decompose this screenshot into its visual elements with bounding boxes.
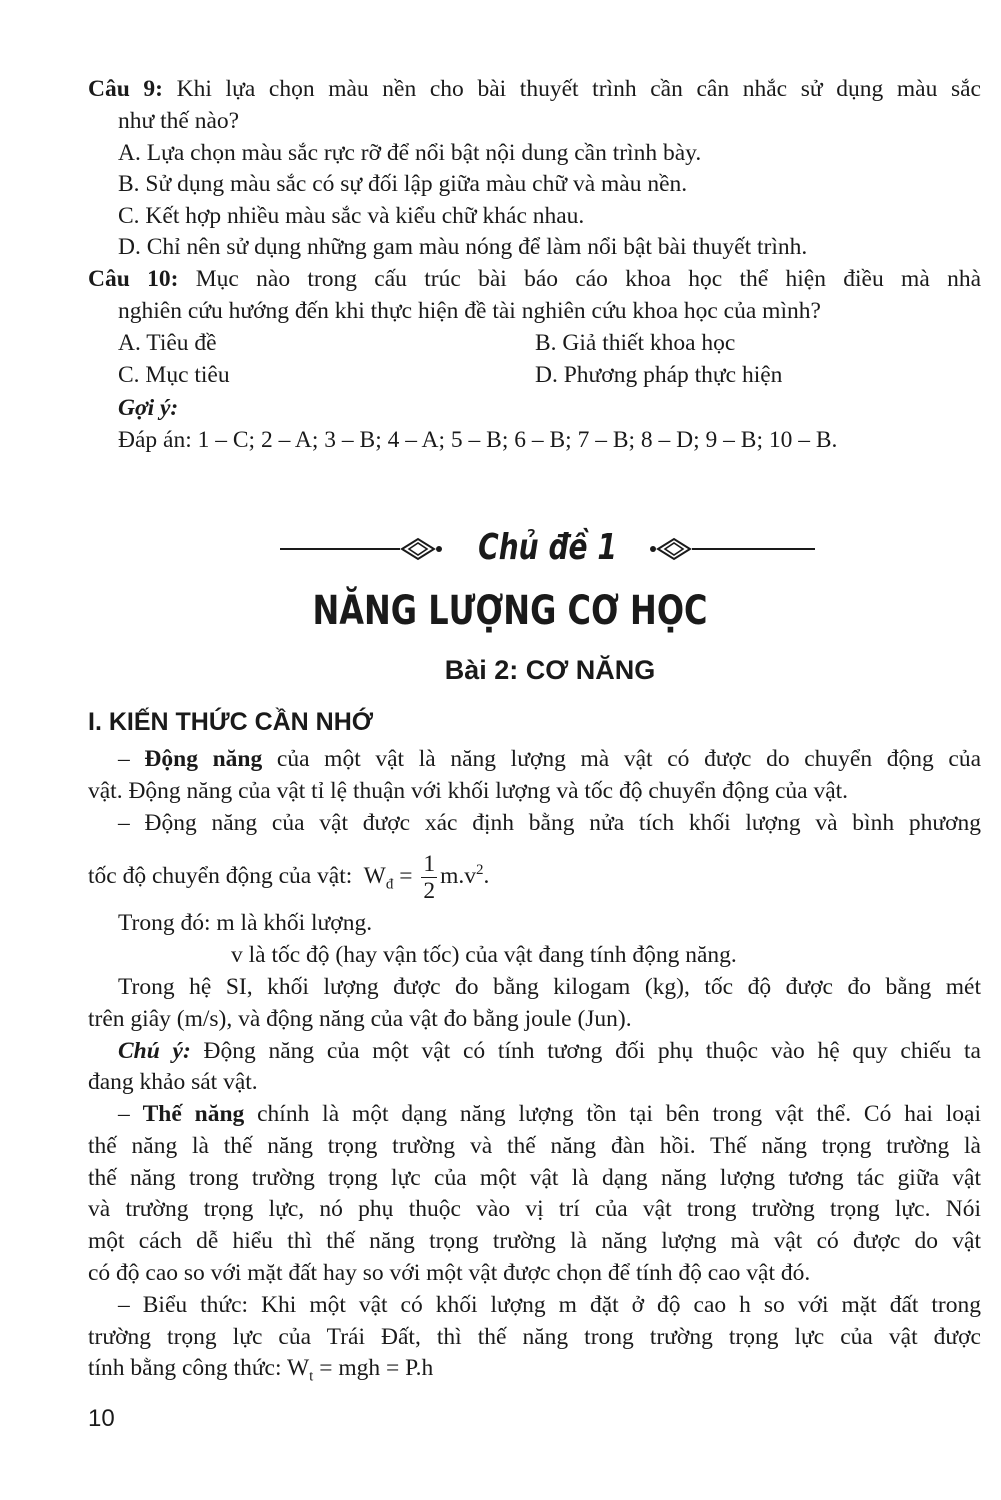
- formula-period: .: [483, 862, 490, 889]
- page-number: 10: [88, 1405, 115, 1432]
- dash: –: [118, 1101, 143, 1127]
- right-diamond-ornament-icon: [648, 536, 694, 562]
- potential-energy-line-4: và trường trọng lực, nó phụ thuộc vào vị trí của vật trong trường trọng lực. Nói: [88, 1196, 981, 1222]
- formula-subscript: đ: [385, 876, 394, 893]
- expression-formula: = mgh = P.h: [313, 1355, 434, 1381]
- kinetic-energy-text: của một vật là năng lượng mà vật có được do chuyển động của: [262, 746, 981, 772]
- note-text: Động năng của một vật có tính tương đối phụ thuộc vào hệ quy chiếu ta: [190, 1038, 981, 1064]
- question-9-line-1: [88, 73, 981, 105]
- expression-line-3: [88, 1352, 433, 1393]
- formula-denominator: 2: [423, 877, 436, 904]
- formula-equals: =: [393, 862, 419, 889]
- kinetic-formula-intro: – Động năng của vật được xác định bằng nửa tích khối lượng và bình phương: [118, 810, 981, 836]
- potential-energy-line-3: thế năng trong trường trọng lực của một vật là dạng năng lượng tương tác giữa vật: [88, 1165, 981, 1191]
- note-line-1: [118, 1035, 981, 1067]
- formula-numerator: 1: [423, 850, 436, 877]
- chapter-title: NĂNG LƯỢNG CƠ HỌC: [312, 588, 708, 634]
- question-10-line-1: [88, 263, 981, 295]
- question-9-option-d: D. Chỉ nên sử dụng những gam màu nóng để làm nổi bật bài thuyết trình.: [118, 234, 808, 260]
- question-9-option-a: A. Lựa chọn màu sắc rực rỡ để nổi bật nội dung cần trình bày.: [118, 140, 702, 166]
- question-10-option-d: D. Phương pháp thực hiện: [535, 362, 783, 388]
- question-10-option-c: C. Mục tiêu: [118, 362, 230, 388]
- note-label: Chú ý:: [118, 1038, 191, 1064]
- formula-fraction: [421, 851, 437, 904]
- lesson-title: Bài 2: CƠ NĂNG: [444, 655, 656, 685]
- kinetic-formula-label: tốc độ chuyển động của vật:: [88, 862, 353, 889]
- potential-energy-text: chính là một dạng năng lượng tồn tại bên trong vật thể. Có hai loại: [244, 1101, 982, 1127]
- question-9-label: Câu 9:: [88, 76, 164, 102]
- topic-title: Chủ đề 1: [478, 527, 617, 568]
- si-units-line-1: Trong hệ SI, khối lượng được đo bằng kilogam (kg), tốc độ được đo bằng mét: [118, 974, 981, 1000]
- question-9-option-c: C. Kết hợp nhiều màu sắc và kiểu chữ khác nhau.: [118, 203, 585, 229]
- potential-energy-line-5: một cách dễ hiểu thì thế năng trọng trường là năng lượng mà vật có được do vật: [88, 1228, 981, 1254]
- formula-mv: m.v: [440, 862, 476, 889]
- question-10-line-2: nghiên cứu hướng đến khi thực hiện đề tài nghiên cứu khoa học của mình?: [118, 298, 821, 324]
- question-10-option-a: A. Tiêu đề: [118, 330, 217, 356]
- answer-key: Đáp án: 1 – C; 2 – A; 3 – B; 4 – A; 5 – B; 6 – B; 7 – B; 8 – D; 9 – B; 10 – B.: [118, 427, 838, 453]
- question-9-line-2: như thế nào?: [118, 108, 240, 134]
- where-v: v là tốc độ (hay vận tốc) của vật đang tính động năng.: [231, 942, 737, 968]
- formula-superscript: 2: [475, 862, 484, 878]
- potential-energy-line-1: [118, 1098, 981, 1130]
- formula-w: W: [363, 862, 386, 889]
- kinetic-energy-term: Động năng: [144, 746, 263, 772]
- expression-text: tính bằng công thức: W: [88, 1355, 310, 1381]
- expression-line-1: – Biểu thức: Khi một vật có khối lượng m đặt ở độ cao h so với mặt đất trong: [118, 1292, 981, 1318]
- hint-label: Gợi ý:: [118, 395, 179, 421]
- where-m: Trong đó: m là khối lượng.: [118, 910, 373, 936]
- potential-energy-line-6: có độ cao so với mặt đất hay so với một vật được chọn để tính độ cao vật đó.: [88, 1260, 811, 1286]
- section-title: I. KIẾN THỨC CẦN NHỚ: [88, 708, 374, 736]
- note-line-2: đang khảo sát vật.: [88, 1069, 258, 1095]
- question-10-text: Mục nào trong cấu trúc bài báo cáo khoa học thể hiện điều mà nhà: [178, 266, 981, 292]
- potential-energy-line-2: thế năng là thế năng trọng trường và thế năng đàn hồi. Thế năng trọng trường là: [88, 1133, 981, 1159]
- right-rule: [692, 548, 815, 550]
- question-10-label: Câu 10:: [88, 266, 179, 292]
- kinetic-energy-line-1: [118, 743, 981, 775]
- question-10-option-b: B. Giả thiết khoa học: [535, 330, 736, 356]
- question-9-text: Khi lựa chọn màu nền cho bài thuyết trình cần cân nhắc sử dụng màu sắc: [163, 76, 981, 102]
- expression-line-2: trường trọng lực của Trái Đất, thì thế năng trong trường trọng lực của vật được: [88, 1324, 981, 1350]
- si-units-line-2: trên giây (m/s), và động năng của vật đo bằng joule (Jun).: [88, 1006, 632, 1032]
- question-9-option-b: B. Sử dụng màu sắc có sự đối lập giữa màu chữ và màu nền.: [118, 171, 688, 197]
- expression-subscript: t: [309, 1368, 314, 1385]
- kinetic-energy-line-2: vật. Động năng của vật tỉ lệ thuận với khối lượng và tốc độ chuyển động của vật.: [88, 778, 849, 804]
- potential-energy-term: Thế năng: [142, 1101, 245, 1127]
- kinetic-formula-line: [88, 842, 489, 913]
- topic-heading: [280, 520, 815, 576]
- dash: –: [118, 746, 145, 772]
